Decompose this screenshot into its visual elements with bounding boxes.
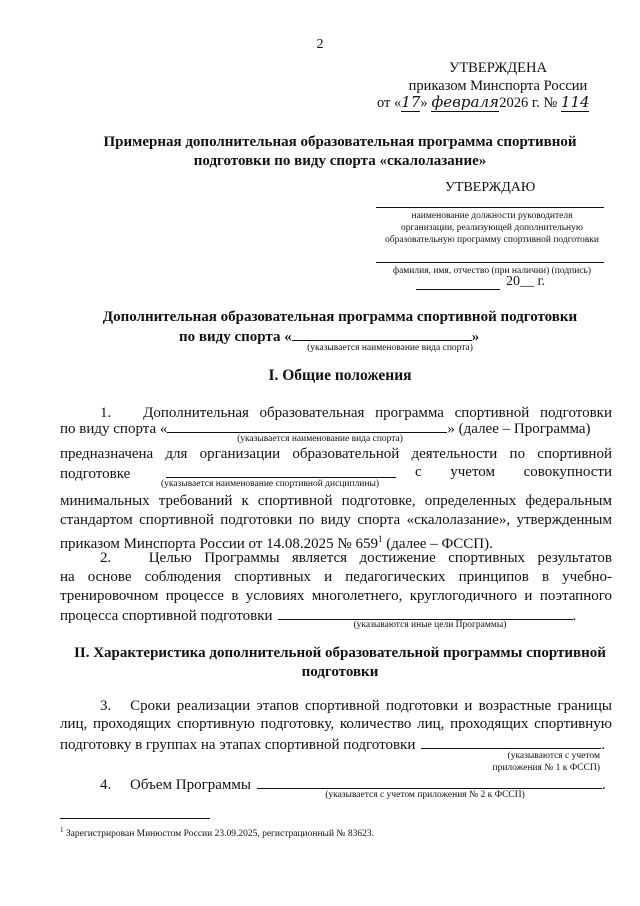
- footnote: $^1$ Зарегистрирован Минюстом России 23.09.2025, регистрационный № 83623.: [60, 826, 374, 840]
- p1-caption-discipline: (указывается наименование спортивной дисциплины): [160, 479, 380, 489]
- handwritten-day: 17: [401, 93, 421, 111]
- signoff-caption-name: фамилия, имя, отчество (при наличии) (подпись): [392, 266, 592, 276]
- p1-line4: подготовке с учетом совокупности: [60, 464, 612, 482]
- signoff-date-line: [416, 289, 500, 290]
- signoff-caption-position: наименование должности руководителя организации, реализующей дополнительную образовательную программу спортивной подготовки: [384, 211, 599, 245]
- p2-line4: процесса спортивной подготовки .: [60, 605, 612, 626]
- handwritten-number: 114: [560, 93, 590, 111]
- signoff-approve: УТВЕРЖДАЮ: [445, 180, 536, 195]
- page-number: 2: [316, 37, 324, 52]
- p3-line1: 3. Сроки реализации этапов спортивной подготовки и возрастные границы: [100, 698, 612, 714]
- p1-line3: предназначена для организации образовательной деятельности по спортивной: [60, 446, 612, 462]
- p2-line2: на основе соблюдения спортивных и педагогических принципов в учебно-: [60, 569, 612, 585]
- signoff-line-position: [376, 207, 604, 208]
- p2-line3: тренировочном процессе в условиях многолетнего, круглогодичного и поэтапного: [60, 588, 612, 604]
- p2-caption: (указываются иные цели Программы): [353, 620, 507, 630]
- p1-line5: минимальных требований к спортивной подготовке, определенных федеральным: [60, 493, 612, 509]
- section1-heading: I. Общие положения: [268, 367, 412, 384]
- doc-title-line2: подготовки по виду спорта «скалолазание»: [193, 153, 487, 169]
- approval-title: УТВЕРЖДЕНА: [449, 60, 547, 76]
- approval-date-line: от «17» февраля2026 г. № 114: [377, 93, 590, 111]
- p3-caption: (указываются с учетом приложения № 1 к ФССП): [492, 751, 600, 773]
- p4-caption: (указывается с учетом приложения № 2 к ФССП): [325, 790, 525, 800]
- program-title-line1: Дополнительная образовательная программа спортивной подготовки: [102, 309, 578, 325]
- program-title-caption: (указывается наименование вида спорта): [307, 343, 473, 353]
- p1-caption-sport: (указывается наименование вида спорта): [237, 434, 403, 444]
- p3-line3: подготовку в группах на этапах спортивной подготовки .: [60, 734, 612, 755]
- date-year: 2026: [499, 95, 529, 111]
- p1-line6: стандартом спортивной подготовки по виду спорта «скалолазание», утвержденным: [60, 512, 612, 528]
- p1-line1: 1. Дополнительная образовательная программа спортивной подготовки: [100, 405, 613, 421]
- p1-line2: по виду спорта « » (далее – Программа): [60, 418, 612, 439]
- date-prefix: от «: [377, 95, 402, 111]
- p4-line: 4. Объем Программы .: [60, 774, 612, 795]
- program-title-line2: по виду спорта « »: [179, 326, 479, 346]
- footnote-separator: [60, 818, 210, 819]
- section2-heading-line2: подготовки: [301, 664, 379, 680]
- p2-line1: 2. Целью Программы является достижение спортивных результатов: [100, 550, 612, 566]
- approval-order-line: приказом Минспорта России: [408, 78, 588, 94]
- p3-line2: лиц, проходящих спортивную подготовку, количество лиц, проходящих спортивную: [60, 716, 612, 732]
- signoff-line-name: [376, 262, 604, 263]
- handwritten-month: февраля: [431, 93, 499, 111]
- signoff-year: 20__ г.: [506, 274, 546, 289]
- p1-line7: приказом Минспорта России от 14.08.2025 № $659^1$ (далее – ФССП).: [60, 534, 493, 552]
- date-year-suffix: г. №: [528, 95, 558, 111]
- doc-title-line1: Примерная дополнительная образовательная программа спортивной: [103, 134, 577, 150]
- section2-heading-line1: II. Характеристика дополнительной образовательной программы спортивной: [74, 645, 606, 661]
